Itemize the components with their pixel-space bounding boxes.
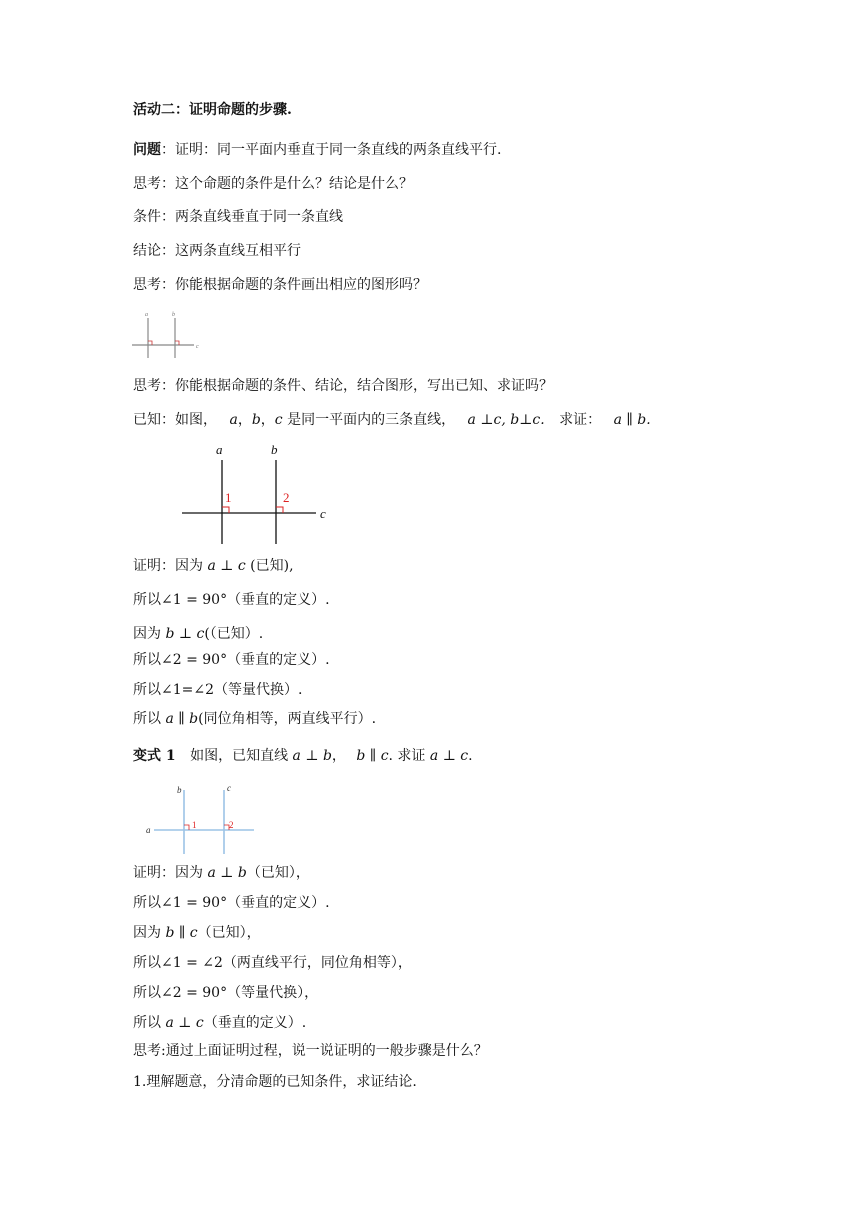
fig3-angle-label-1: 1 [192,820,197,830]
fig2-label-c: c [320,506,326,521]
given-b: b [251,412,261,428]
fig2-right-angle-2 [276,507,283,513]
proof1-l6-post: (同位角相等，两直线平行）. [198,711,377,727]
given-a: a [229,412,238,428]
fig3-label-b: b [177,785,182,795]
proof1-line-4: 所以∠2 = 90°（垂直的定义）. [133,652,330,668]
fig1-label-c: c [196,344,199,350]
proof2-line-5: 所以∠2 = 90°（等量代换）， [133,985,319,1001]
fig2-label-a: a [216,442,223,457]
proof2-line-2: 所以∠1 = 90°（垂直的定义）. [133,895,330,911]
proof1-l1-post: (已知), [245,558,294,574]
proof1-line-2: 所以∠1 = 90°（垂直的定义）. [133,592,330,608]
fig3-label-a: a [146,825,151,835]
fig2-right-angle-1 [222,507,229,513]
variant-math-3: a ⊥ c [429,748,469,764]
proof2-l3-math: b ∥ c [165,925,198,941]
variant-math-1: a ⊥ b [292,748,332,764]
given-prefix: 已知：如图， [133,412,217,428]
conclusion-line: 结论：这两条直线互相平行 [133,243,301,259]
figure-3 [140,780,260,856]
proof1-l3-post: (（已知）. [204,626,264,642]
prove-label: 求证： [559,412,602,428]
given-comma-1: ， [237,412,252,428]
proof1-l3-pre: 因为 [133,626,166,642]
proof2-l3-pre: 因为 [133,925,166,941]
fig2-angle-label-2: 2 [283,490,290,505]
fig2-angle-label-1: 1 [225,490,232,505]
proof2-l6-pre: 所以 [133,1015,166,1031]
problem-text: ：证明：同一平面内垂直于同一条直线的两条直线平行. [161,142,502,158]
fig1-right-angle-2 [175,341,179,345]
fig1-label-b: b [172,312,175,318]
proof2-line-1 [133,864,310,882]
think-line-1: 思考：这个命题的条件是什么？结论是什么？ [133,176,413,192]
think-line-2: 思考：你能根据命题的条件画出相应的图形吗？ [133,277,427,293]
proof2-line-4: 所以∠1 = ∠2（两直线平行，同位角相等）， [133,955,412,971]
figure-1 [128,308,208,360]
step-1-line: 1.理解题意，分清命题的已知条件，求证结论. [133,1074,417,1090]
given-desc: 是同一平面内的三条直线， [282,412,456,428]
think-line-4: 思考:通过上面证明过程，说一说证明的一般步骤是什么？ [133,1043,488,1059]
variant-end: . [468,748,473,764]
fig3-angle-label-2: 2 [229,820,234,830]
proof1-l6-pre: 所以 [133,711,166,727]
proof2-l6-post: （垂直的定义）. [203,1015,307,1031]
problem-line [133,141,501,159]
proof1-line-1 [133,557,294,575]
fig2-label-b: b [271,442,278,457]
proof2-l3-post: （已知）， [197,925,261,941]
proof1-line-6 [133,710,376,728]
proof2-line-3 [133,924,261,942]
problem-label: 问题 [133,142,161,158]
proof1-l1-math: a ⊥ c [207,558,246,574]
fig1-label-a: a [145,312,148,318]
variant-line [133,747,473,765]
proof1-l1-pre: 证明：因为 [133,558,208,574]
prove-goal: a ∥ b. [613,412,651,428]
proof2-l1-pre: 证明：因为 [133,865,208,881]
proof2-l1-math: a ⊥ b [207,865,247,881]
variant-mid-1: ， [331,748,346,764]
given-comma-2: ， [260,412,275,428]
proof1-l6-math: a ∥ b [165,711,199,727]
section-heading: 活动二：证明命题的步骤. [133,102,292,118]
figure-2 [178,440,338,550]
proof1-l3-math: b ⊥ c [165,626,205,642]
fig3-label-c: c [227,783,231,793]
think-line-3: 思考：你能根据命题的条件、结论，结合图形，写出已知、求证吗？ [133,378,553,394]
given-line [133,411,651,429]
proof1-line-5: 所以∠1=∠2（等量代换）. [133,682,303,698]
variant-math-2: b ∥ c [356,748,389,764]
proof2-line-6 [133,1014,306,1032]
given-c: c [274,412,283,428]
proof2-l1-post: （已知）， [246,865,310,881]
condition-line: 条件：两条直线垂直于同一条直线 [133,209,343,225]
variant-label: 变式 1 [133,748,176,764]
variant-mid-2: . 求证 [388,748,430,764]
given-relation: a ⊥c, b⊥c. [467,412,545,428]
proof1-line-3 [133,625,263,643]
fig1-right-angle-1 [148,341,152,345]
proof2-l6-math: a ⊥ c [165,1015,204,1031]
variant-pre: 如图，已知直线 [190,748,293,764]
